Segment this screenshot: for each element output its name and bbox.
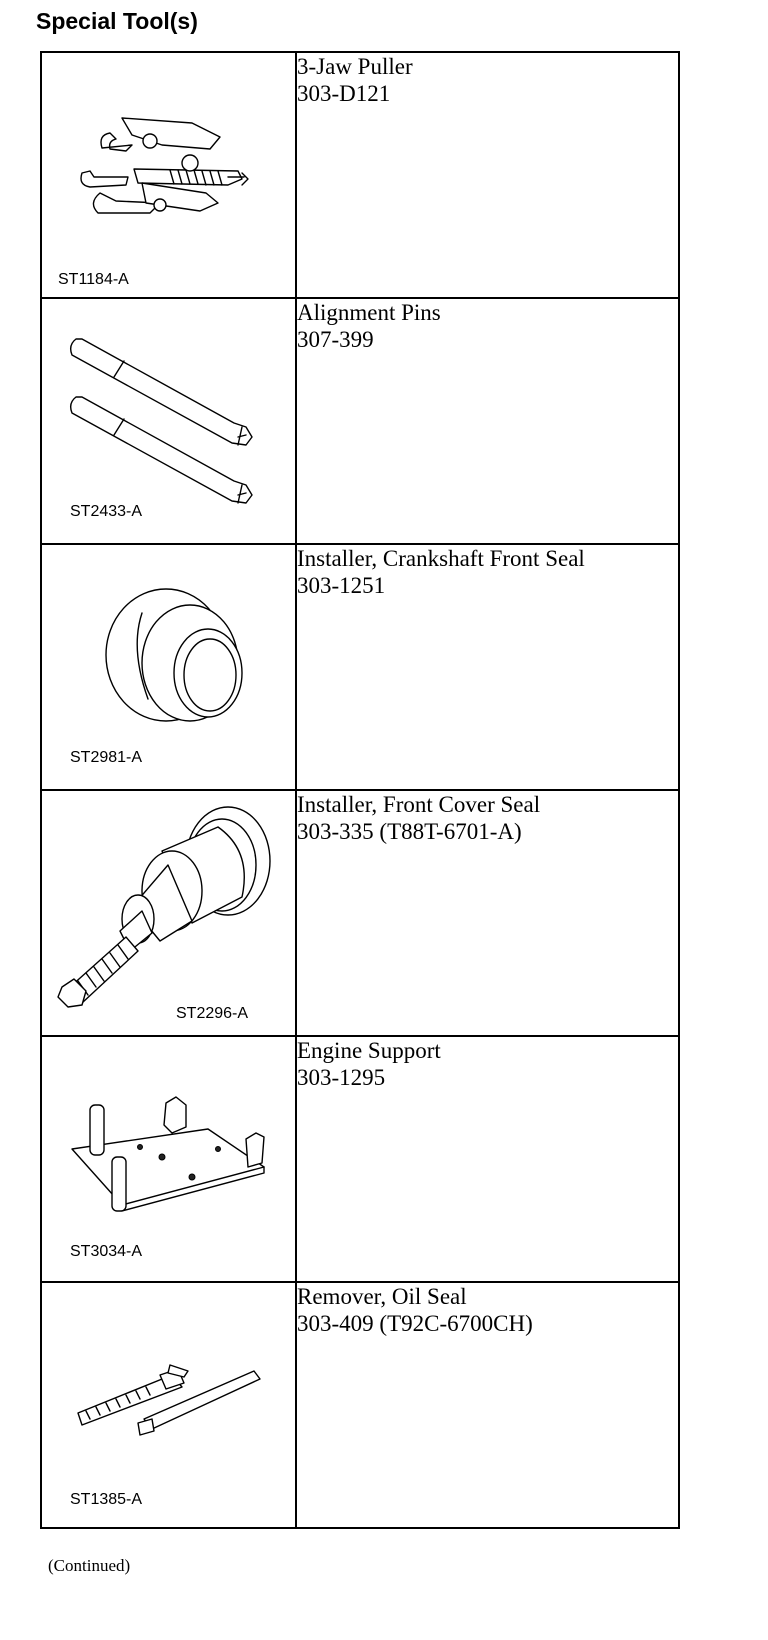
tool-number: 303-409 (T92C-6700CH) [297, 1311, 533, 1336]
tool-number: 303-D121 [297, 81, 391, 106]
tool-description-cell [296, 544, 679, 790]
tool-name: Installer, Crankshaft Front Seal [297, 546, 585, 571]
tool-figure-cell [41, 790, 296, 1036]
table-row [41, 52, 679, 298]
table-row [41, 544, 679, 790]
tool-description-cell [296, 790, 679, 1036]
tool-code: ST1184-A [58, 271, 129, 288]
tool-code: ST2433-A [70, 503, 143, 520]
special-tools-table [40, 51, 680, 1529]
tool-figure-cell [41, 52, 296, 298]
table-row [41, 1282, 679, 1528]
tool-figure-cell [41, 544, 296, 790]
tool-figure-cell [41, 298, 296, 544]
tool-code: ST3034-A [70, 1243, 143, 1260]
tool-number: 303-1251 [297, 573, 386, 598]
tool-description-cell [296, 1036, 679, 1282]
tool-code: ST2981-A [70, 749, 143, 766]
tool-description-cell [296, 1282, 679, 1528]
tool-name: Engine Support [297, 1038, 441, 1063]
tool-code: ST2296-A [176, 1005, 249, 1022]
tool-number: 303-335 (T88T-6701-A) [297, 819, 522, 844]
table-row [41, 1036, 679, 1282]
table-row [41, 790, 679, 1036]
tool-name: 3-Jaw Puller [297, 54, 413, 79]
tool-number: 307-399 [297, 327, 374, 352]
tool-code: ST1385-A [70, 1491, 143, 1508]
tool-number: 303-1295 [297, 1065, 386, 1090]
three-jaw-puller-illustration [42, 53, 295, 297]
tool-figure-cell [41, 1036, 296, 1282]
table-row [41, 298, 679, 544]
tool-description-cell [296, 298, 679, 544]
tool-name: Alignment Pins [297, 300, 441, 325]
tool-description-cell [296, 52, 679, 298]
tool-name: Installer, Front Cover Seal [297, 792, 541, 817]
continued-note: (Continued) [48, 1556, 131, 1575]
front-cover-seal-installer-illustration [42, 791, 295, 1035]
tool-name: Remover, Oil Seal [297, 1284, 467, 1309]
tool-figure-cell [41, 1282, 296, 1528]
page-title: Special Tool(s) [36, 8, 198, 34]
